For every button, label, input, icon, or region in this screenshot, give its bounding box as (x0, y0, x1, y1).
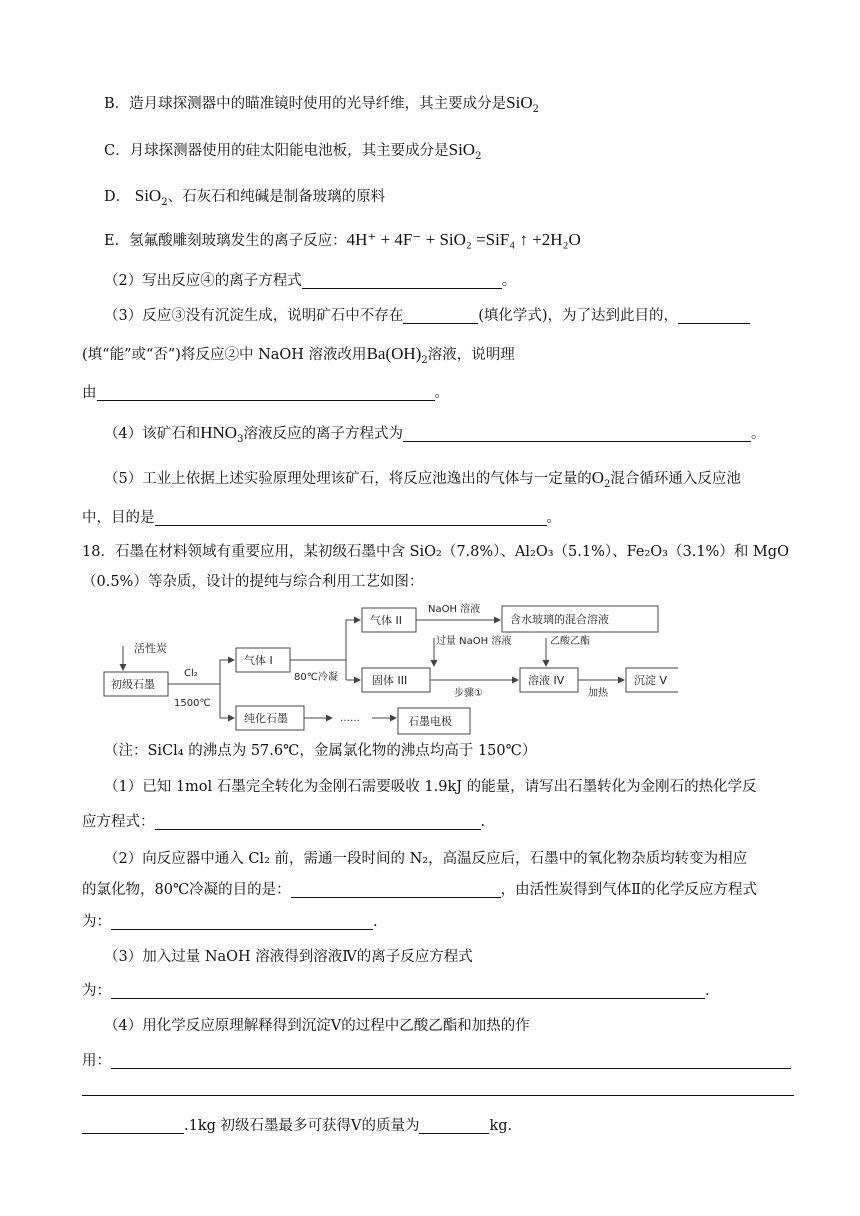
q18-part4: （4）用化学反应原理解释得到沉淀Ⅴ的过程中乙酸乙酯和加热的作 (104, 1018, 530, 1034)
q17-part3-line2 (82, 344, 515, 371)
answer-blank[interactable] (302, 272, 502, 289)
ethyl-acetate-label: 乙酸乙酯 (550, 636, 590, 647)
q18-note: （注：SiCl₄ 的沸点为 57.6℃，金属氯化物的沸点均高于 150℃） (104, 743, 537, 759)
text: 中 NaOH 溶液改用 (238, 347, 367, 363)
option-label: D． (104, 189, 131, 205)
naoh-label: NaOH 溶液 (428, 604, 481, 615)
option-d (104, 186, 385, 213)
answer-blank[interactable] (155, 813, 481, 830)
subscript: 2 (161, 196, 168, 208)
text: （2）写出反应 (104, 273, 201, 289)
text: 由 (82, 385, 97, 401)
option-e (104, 230, 581, 251)
temperature-label: 1500℃ (174, 698, 211, 709)
text: 混合循环通入反应池 (610, 471, 741, 487)
answer-blank[interactable] (403, 425, 751, 442)
option-text: 、石灰石和纯碱是制备玻璃的原料 (167, 189, 386, 205)
option-b (104, 93, 539, 120)
graphite-electrode-label: 石墨电极 (408, 715, 452, 728)
option-text: 月球探测器使用的硅太阳能电池板，其主要成分是 (129, 143, 449, 159)
answer-blank[interactable] (291, 881, 501, 898)
precipitate-5-label: 沉淀 V (634, 674, 668, 687)
text: . (373, 914, 378, 930)
q17-part2 (104, 271, 516, 291)
subscript: 2 (475, 150, 482, 162)
text: 为： (82, 983, 111, 999)
text: 溶液，说明理 (427, 347, 515, 363)
subscript: 2 (421, 354, 428, 366)
q18-part4-line3 (82, 1116, 512, 1136)
answer-blank[interactable] (97, 384, 435, 401)
cl2-label: Cl₂ (184, 668, 198, 679)
text: (填化学式)，为了达到此目的， (478, 308, 679, 324)
q17-part5-line2 (82, 508, 561, 528)
option-label: C． (104, 143, 130, 159)
q18-part1-line2 (82, 812, 485, 832)
formula: SiO (134, 186, 162, 205)
text: 溶液反应的离子方程式为 (243, 426, 403, 442)
text: (填“能”或“否”)将反应 (82, 347, 225, 363)
text: 。 (501, 273, 517, 289)
option-text: 造月球探测器中的瞄准镜时使用的光导纤维，其主要成分是 (129, 96, 507, 112)
formula: SiO (506, 93, 533, 112)
text: （5）工业上依据上述实验原理处理该矿石，将反应池逸出的气体与一定量的 (104, 471, 592, 487)
option-text: 氢氟酸雕刻玻璃发生的离子反应： (129, 233, 347, 249)
q17-part3-line3 (82, 383, 449, 403)
text: kg. (489, 1118, 513, 1134)
q18-part3: （3）加入过量 NaOH 溶液得到溶液Ⅳ的离子反应方程式 (104, 949, 473, 965)
q18-part1: （1）已知 1mol 石墨完全转化为金刚石需要吸收 1.9kJ 的能量，请写出石墨转化为金刚石的热化学反 (104, 779, 757, 795)
subscript: 2 (604, 478, 611, 490)
answer-blank[interactable] (111, 913, 373, 930)
process-flow-diagram (98, 600, 678, 742)
solid-3-label: 固体 III (372, 674, 408, 687)
subscript: 3 (237, 433, 244, 445)
ionic-equation: 4H⁺ + 4F⁻ + SiO₂ =SiF₄ ↑ +2H₂O (346, 230, 581, 249)
glass-solution-label: 含水玻璃的混合溶液 (510, 613, 609, 626)
text: 。 (434, 385, 449, 401)
excess-naoh-label: 过量 NaOH 溶液 (436, 636, 512, 647)
text: 用： (82, 1053, 111, 1069)
answer-blank[interactable] (403, 307, 478, 324)
q18-part2-line2 (82, 880, 757, 900)
text: 为： (82, 914, 111, 930)
cool-label: 80℃冷凝 (294, 672, 338, 683)
formula: Ba(OH) (366, 344, 422, 363)
formula: HNO (200, 423, 238, 442)
q18-part4-line2 (82, 1051, 791, 1071)
text: 的氯化物，80℃冷凝的目的是： (82, 882, 291, 898)
option-c (104, 140, 481, 167)
q18-intro: 18．石墨在材料领域有重要应用，某初级石墨中含 SiO₂（7.8%）、Al₂O₃（5.1%）、Fe₂O₃（3.1%）和 MgO (82, 544, 789, 560)
answer-blank[interactable] (82, 1117, 184, 1134)
text: 。 (546, 510, 561, 526)
option-label: B． (104, 96, 130, 112)
raw-graphite-label: 初级石墨 (111, 678, 155, 691)
formula: O (591, 468, 605, 487)
gas-1-label: 气体 I (244, 654, 273, 667)
text: 的离子方程式 (214, 273, 302, 289)
text: . (480, 814, 486, 830)
subscript: 2 (532, 103, 539, 115)
q18-part2-line3 (82, 912, 378, 932)
answer-blank[interactable] (419, 1117, 489, 1134)
text: 。 (750, 426, 766, 442)
q17-part4 (104, 423, 765, 450)
answer-blank[interactable] (111, 982, 705, 999)
q18-intro-line2: （0.5%）等杂质，设计的提纯与综合利用工艺如图： (82, 574, 424, 590)
text: 没有沉淀生成，说明矿石中不存在 (185, 308, 404, 324)
answer-blank[interactable] (155, 509, 547, 526)
text: （4）该矿石和 (104, 426, 201, 442)
gas-2-label: 气体 II (370, 614, 402, 627)
circled-number: ④ (200, 273, 215, 289)
q17-part5 (104, 468, 741, 495)
formula: SiO (448, 140, 476, 159)
solution-4-label: 溶液 IV (528, 674, 565, 687)
text: 中，目的是 (82, 510, 155, 526)
text: .1kg 初级石墨最多可获得Ⅴ的质量为 (184, 1118, 420, 1134)
answer-blank[interactable] (111, 1052, 791, 1069)
text: 应方程式： (82, 814, 155, 830)
text: ，由活性炭得到气体Ⅱ的化学反应方程式 (500, 882, 758, 898)
ellipsis: …… (340, 713, 360, 724)
q17-part3 (104, 306, 750, 326)
answer-line[interactable] (82, 1095, 794, 1096)
activated-carbon-label: 活性炭 (134, 642, 167, 655)
q18-part3-line2 (82, 981, 710, 1001)
text: （3）反应 (104, 308, 172, 324)
circled-number: ③ (171, 308, 186, 324)
circled-number: ② (224, 347, 239, 363)
pure-graphite-label: 纯化石墨 (244, 712, 288, 725)
option-label: E． (104, 233, 130, 249)
text: . (705, 983, 710, 999)
answer-blank[interactable] (678, 307, 750, 324)
q18-part2: （2）向反应器中通入 Cl₂ 前，需通一段时间的 N₂，高温反应后，石墨中的氧化物杂质均转变为相应 (104, 851, 748, 867)
step-1-label: 步骤① (454, 688, 483, 699)
heat-label: 加热 (588, 688, 608, 699)
